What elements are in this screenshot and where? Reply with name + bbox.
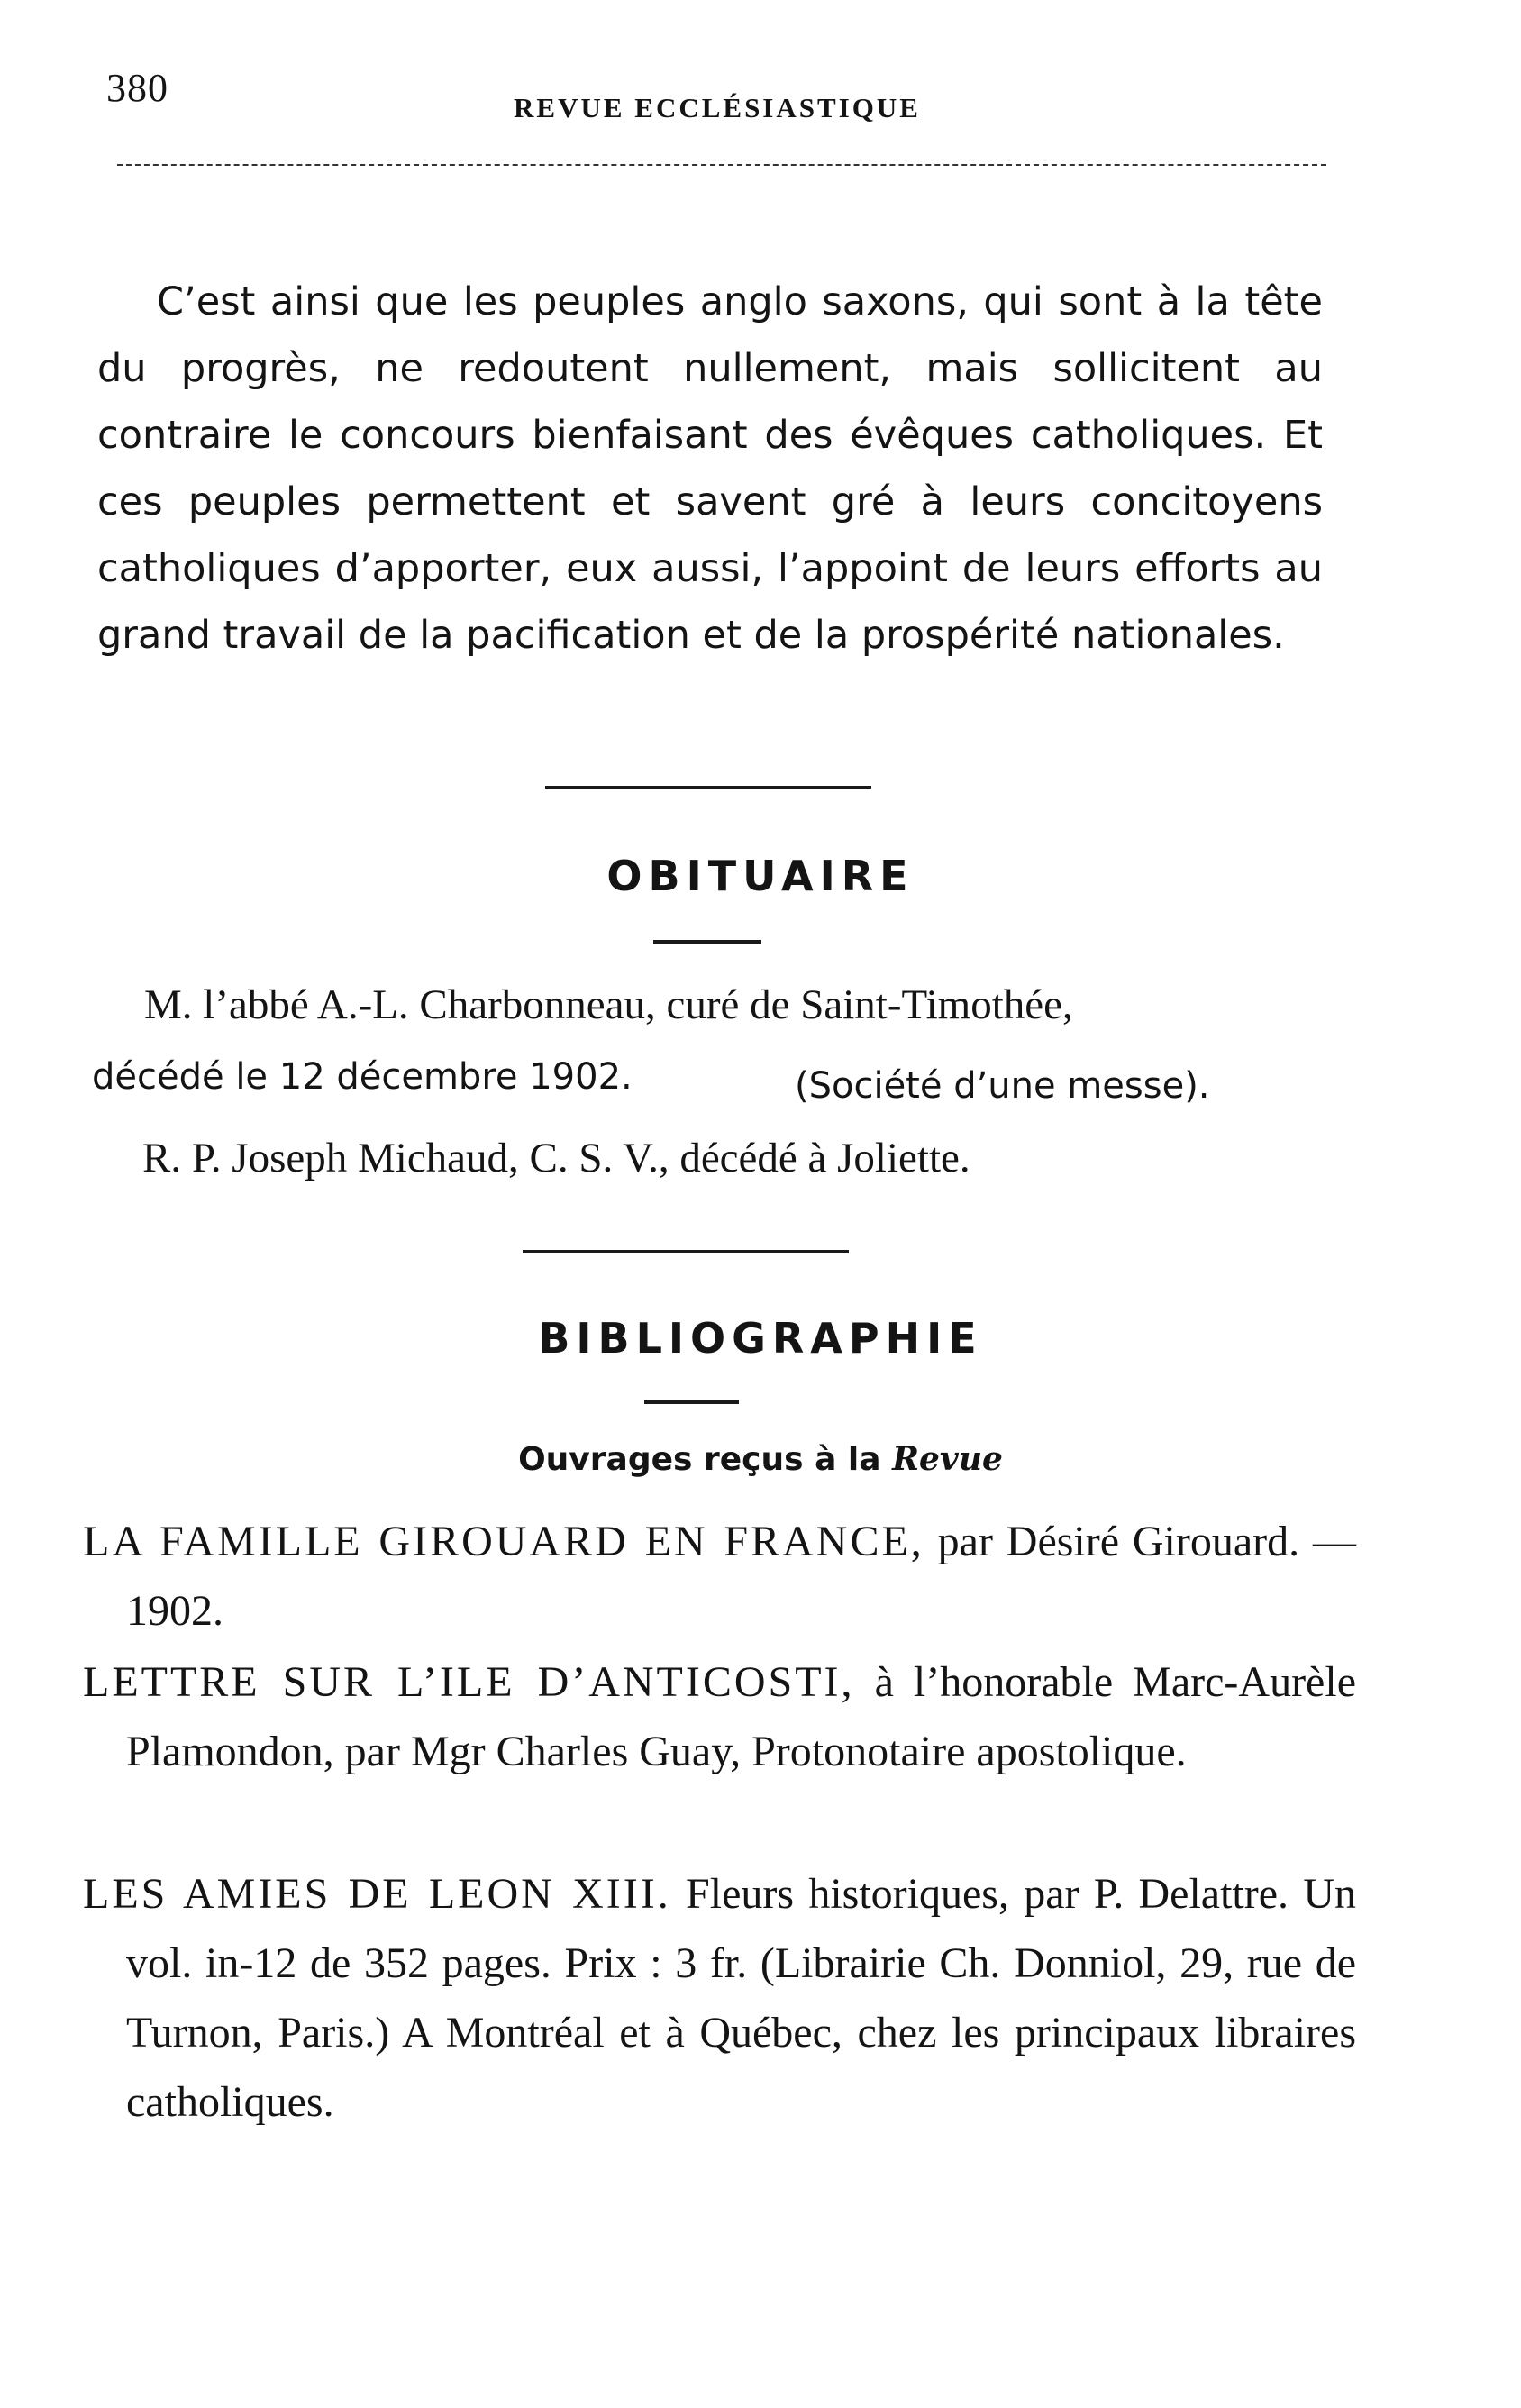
obituary-entry-1-date: décédé le 12 décembre 1902. (92, 1056, 633, 1098)
title-underline (653, 940, 761, 944)
obituary-title: OBITUAIRE (606, 852, 915, 900)
entry-details: Fleurs historiques, par P. Delattre. Un vol. in-12 de 352 pages. Prix : 3 fr. (Librairie Ch. Donniol, 29, rue de Turnon, Paris.) A Montréal et à Québec, chez les principaux libraires catholiques. (126, 1870, 1356, 2126)
bibliography-title: BIBLIOGRAPHIE (538, 1314, 983, 1363)
intro-paragraph: C’est ainsi que les peuples anglo saxons, qui sont à la tête du progrès, ne redoutent nullement, mais sollicitent au contraire le concours bienfaisant des évêques catholiques. Et ces peuples permettent et savent gré à leurs concitoyens catholiques d’apporter, eux aussi, l’appoint de leurs efforts au grand travail de la pacification et de la prospérité nationales. (97, 279, 1323, 658)
entry-title: LETTRE SUR L’ILE D’ANTICOSTI, (83, 1658, 855, 1706)
bibliography-entry (83, 1647, 1356, 1786)
obituary-entry-1-note: (Société d’une messe). (795, 1065, 1210, 1107)
obituary-entry-2: R. P. Joseph Michaud, C. S. V., décédé à Joliette. (142, 1135, 970, 1181)
bibliography-entry (83, 1507, 1356, 1646)
entry-title: LES AMIES DE LEON XIII. (83, 1870, 671, 1918)
running-title: REVUE ECCLÉSIASTIQUE (514, 92, 921, 123)
section-divider (523, 1250, 849, 1253)
title-underline (644, 1400, 739, 1404)
bibliography-subtitle (0, 1440, 1521, 1478)
page-number: 380 (106, 66, 168, 110)
bibliography-entry (83, 1859, 1356, 2137)
section-divider (545, 786, 871, 789)
subtitle-revue: Revue (892, 1440, 1003, 1478)
entry-details: à l’honorable Marc-Aurèle Plamondon, par Mgr Charles Guay, Protonotaire apostolique. (126, 1658, 1357, 1775)
subtitle-text: Ouvrages reçus à la (518, 1441, 881, 1478)
obituary-entry-1: M. l’abbé A.-L. Charbonneau, curé de Saint-Timothée, (144, 981, 1073, 1028)
header-rule (117, 164, 1326, 166)
entry-title: LA FAMILLE GIROUARD EN FRANCE, (83, 1518, 924, 1565)
entry-details: par Désiré Girouard. — 1902. (126, 1518, 1357, 1635)
